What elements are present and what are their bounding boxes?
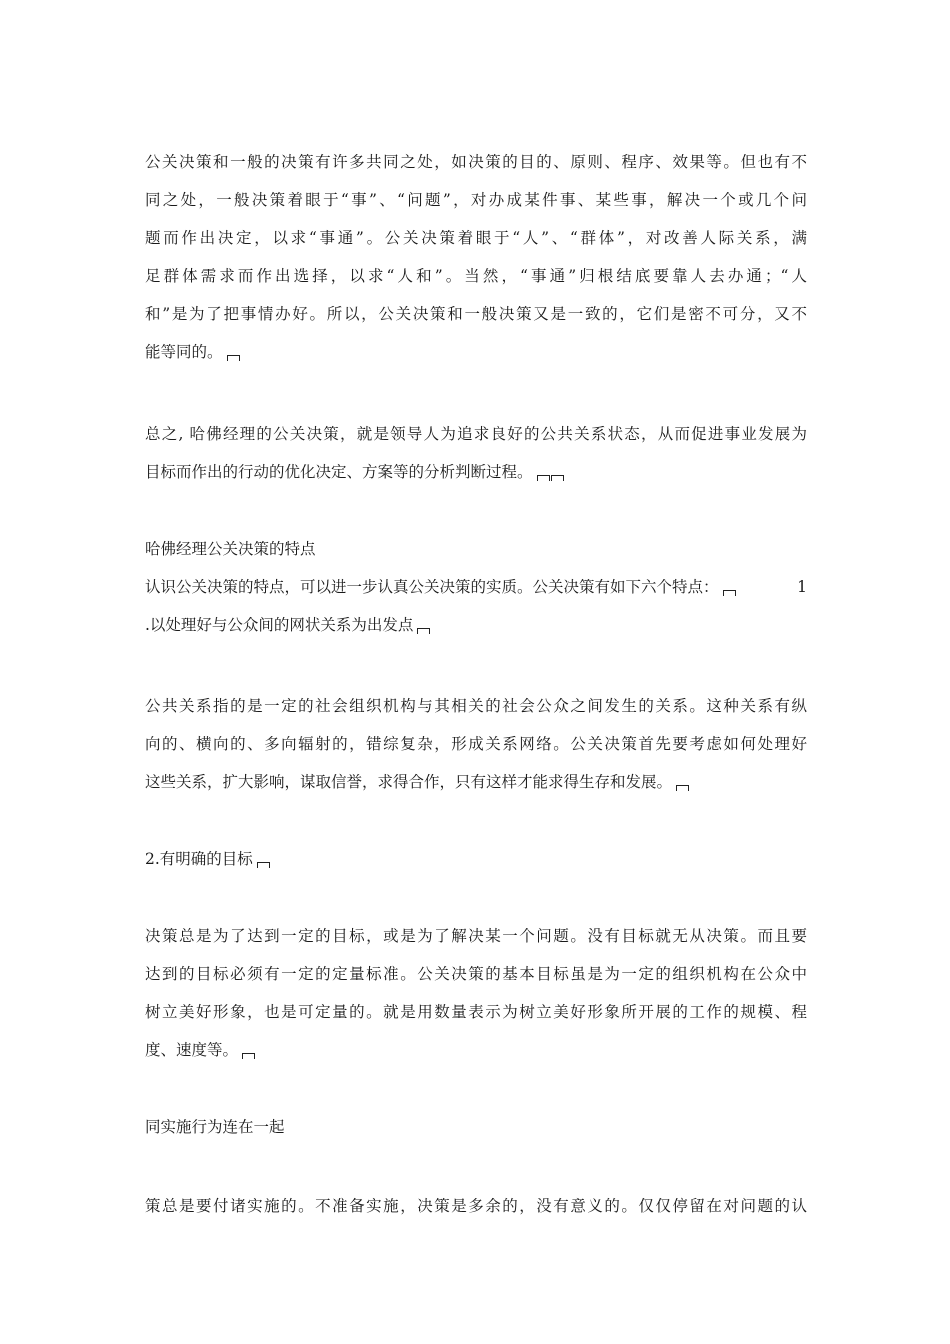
paragraph-end-mark [723, 590, 736, 596]
text-line: 决策总是为了达到一定的目标，或是为了解决某一个问题。没有目标就无从决策。而且要 [145, 927, 807, 945]
section-heading: 哈佛经理公关决策的特点 [145, 540, 316, 558]
paragraph-8 [145, 1187, 807, 1225]
text-line-last: .以处理好与公众间的网状关系为出发点 [145, 606, 807, 644]
text-line: 树立美好形象，也是可定量的。就是用数量表示为树立美好形象所开展的工作的规模、程 [145, 1003, 807, 1021]
paragraph-4 [145, 687, 807, 801]
paragraph-end-mark [551, 475, 564, 481]
text-line-last: 度、速度等。 [145, 1031, 807, 1069]
list-number: 1 [797, 578, 807, 596]
text-line: 达到的目标必须有一定的定量标准。公关决策的基本目标虽是为一定的组织机构在公众中 [145, 965, 807, 983]
text-line: 公共关系指的是一定的社会组织机构与其相关的社会公众之间发生的关系。这种关系有纵 [145, 697, 807, 715]
paragraph-2 [145, 415, 807, 491]
text-line: 题而作出决定，以求“事通”。公关决策着眼于“人”、“群体”，对改善人际关系，满 [145, 229, 807, 247]
text-line: 向的、横向的、多向辐射的，错综复杂，形成关系网络。公关决策首先要考虑如何处理好 [145, 735, 807, 753]
text-line: 足群体需求而作出选择，以求“人和”。当然，“事通”归根结底要靠人去办通；“人 [145, 267, 807, 285]
paragraph-3 [145, 530, 807, 644]
text-line: 和”是为了把事情办好。所以，公关决策和一般决策又是一致的，它们是密不可分，又不 [145, 305, 807, 323]
paragraph-end-mark [242, 1053, 255, 1059]
paragraph-6 [145, 917, 807, 1069]
paragraph-end-mark [227, 355, 240, 361]
text-line: 同之处，一般决策着眼于“事”、“问题”，对办成某件事、某些事，解决一个或几个问 [145, 191, 807, 209]
text-line-last: 这些关系，扩大影响，谋取信誉，求得合作，只有这样才能求得生存和发展。 [145, 763, 807, 801]
text-line-last: 目标而作出的行动的优化决定、方案等的分析判断过程。 [145, 453, 807, 491]
text-line: 公关决策和一般的决策有许多共同之处，如决策的目的、原则、程序、效果等。但也有不 [145, 153, 807, 171]
paragraph-1 [145, 143, 807, 371]
section-heading: 2.有明确的目标 [145, 840, 807, 878]
text-line: 认识公关决策的特点，可以进一步认真公关决策的实质。公关决策有如下六个特点： 1 [145, 568, 807, 606]
paragraph-end-mark [417, 628, 430, 634]
section-heading: 同实施行为连在一起 [145, 1118, 285, 1136]
text-line: 策总是要付诸实施的。不准备实施，决策是多余的，没有意义的。仅仅停留在对问题的认 [145, 1197, 807, 1215]
text-line: 总之, 哈佛经理的公关决策，就是领导人为追求良好的公共关系状态，从而促进事业发展为 [145, 425, 807, 443]
paragraph-5 [145, 840, 807, 878]
paragraph-end-mark [537, 475, 550, 481]
paragraph-end-mark [676, 785, 689, 791]
paragraph-end-mark [257, 862, 270, 868]
paragraph-7 [145, 1108, 807, 1146]
text-line-last: 能等同的。 [145, 333, 807, 371]
